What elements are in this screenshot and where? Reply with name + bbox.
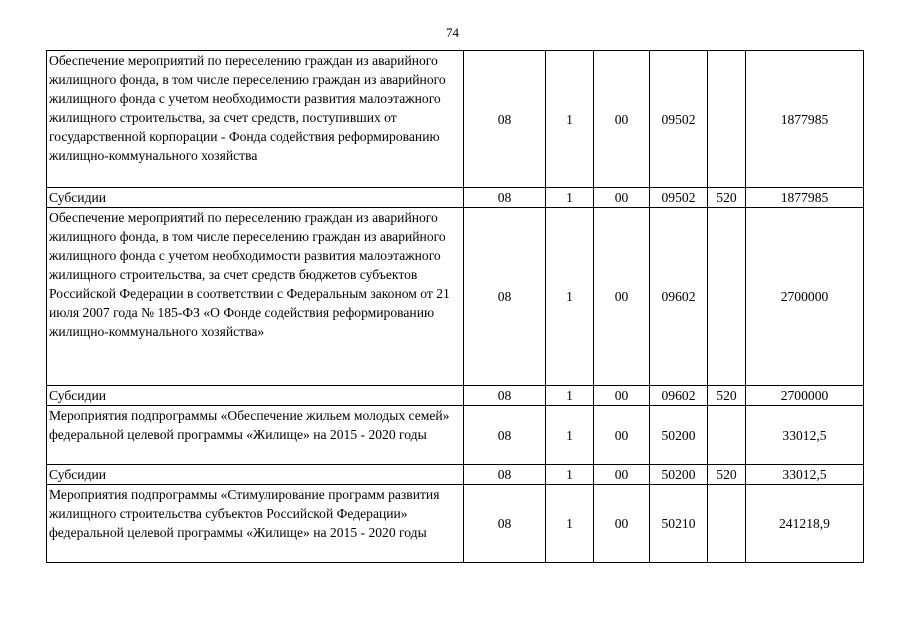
section-code: 08 [464, 485, 546, 563]
target-code-part2: 50200 [650, 465, 708, 485]
expense-type-code [708, 485, 746, 563]
row-name: Субсидии [47, 386, 464, 406]
row-name: Мероприятия подпрограммы «Обеспечение жильем молодых семей» федеральной целевой программы «Жилище» на 2015 - 2020 годы [47, 406, 464, 465]
section-code: 08 [464, 51, 546, 188]
row-name: Субсидии [47, 188, 464, 208]
row-name: Обеспечение мероприятий по переселению граждан из аварийного жилищного фонда, в том числе переселению граждан из аварийного жилищного фонда с учетом необходимости развития малоэтажного жилищного строительства, за счет средств, поступивших от государственной корпорации - Фонда содействия реформированию жилищно-коммунального хозяйства [47, 51, 464, 188]
section-code: 08 [464, 188, 546, 208]
target-code-part2: 09602 [650, 208, 708, 386]
target-code-part1: 00 [594, 51, 650, 188]
expense-type-code: 520 [708, 188, 746, 208]
page-number: 74 [446, 25, 459, 40]
table-row [47, 485, 864, 563]
subsection-code: 1 [546, 406, 594, 465]
table-row [47, 465, 864, 485]
subsection-code: 1 [546, 386, 594, 406]
row-name: Мероприятия подпрограммы «Стимулирование программ развития жилищного строительства субъектов Российской Федерации» федеральной целевой программы «Жилище» на 2015 - 2020 годы [47, 485, 464, 563]
amount: 2700000 [746, 208, 864, 386]
section-code: 08 [464, 465, 546, 485]
table-row [47, 386, 864, 406]
amount: 33012,5 [746, 465, 864, 485]
target-code-part1: 00 [594, 406, 650, 465]
target-code-part1: 00 [594, 465, 650, 485]
budget-table [46, 50, 864, 563]
subsection-code: 1 [546, 208, 594, 386]
expense-type-code: 520 [708, 386, 746, 406]
subsection-code: 1 [546, 465, 594, 485]
table-row [47, 188, 864, 208]
target-code-part2: 50200 [650, 406, 708, 465]
section-code: 08 [464, 406, 546, 465]
target-code-part1: 00 [594, 485, 650, 563]
subsection-code: 1 [546, 51, 594, 188]
expense-type-code [708, 51, 746, 188]
target-code-part1: 00 [594, 188, 650, 208]
section-code: 08 [464, 208, 546, 386]
amount: 33012,5 [746, 406, 864, 465]
amount: 1877985 [746, 51, 864, 188]
amount: 2700000 [746, 386, 864, 406]
table-row [47, 208, 864, 386]
amount: 241218,9 [746, 485, 864, 563]
target-code-part2: 09502 [650, 188, 708, 208]
row-name: Субсидии [47, 465, 464, 485]
subsection-code: 1 [546, 485, 594, 563]
target-code-part1: 00 [594, 208, 650, 386]
row-name: Обеспечение мероприятий по переселению граждан из аварийного жилищного фонда, в том числе переселению граждан из аварийного жилищного фонда с учетом необходимости развития малоэтажного жилищного строительства, за счет средств бюджетов субъектов Российской Федерации в соответствии с Федеральным законом от 21 июля 2007 года № 185-ФЗ «О Фонде содействия реформированию жилищно-коммунального хозяйства» [47, 208, 464, 386]
table-row [47, 51, 864, 188]
target-code-part2: 09602 [650, 386, 708, 406]
target-code-part2: 09502 [650, 51, 708, 188]
section-code: 08 [464, 386, 546, 406]
subsection-code: 1 [546, 188, 594, 208]
table-row [47, 406, 864, 465]
amount: 1877985 [746, 188, 864, 208]
expense-type-code: 520 [708, 465, 746, 485]
target-code-part1: 00 [594, 386, 650, 406]
expense-type-code [708, 406, 746, 465]
target-code-part2: 50210 [650, 485, 708, 563]
expense-type-code [708, 208, 746, 386]
